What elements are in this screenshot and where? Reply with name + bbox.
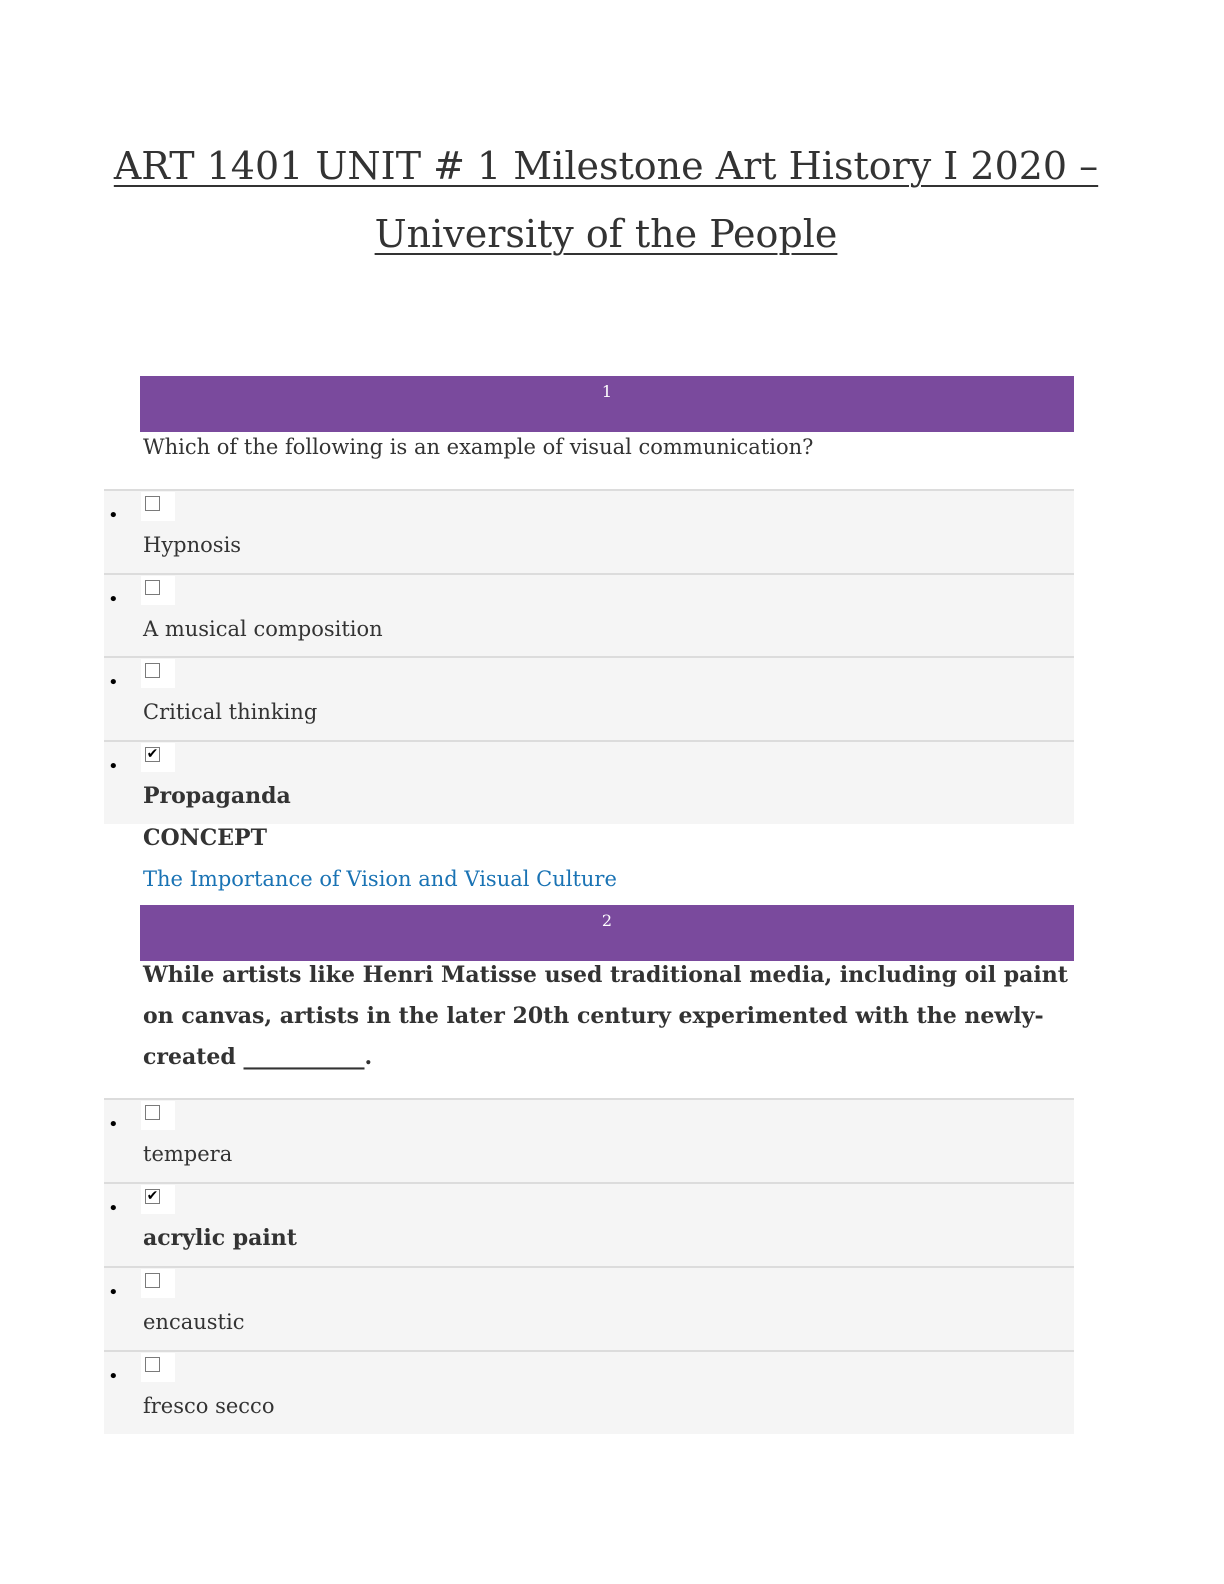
checkbox[interactable]: [145, 1273, 160, 1288]
answer-option[interactable]: [104, 1098, 1074, 1182]
checkbox-checked[interactable]: ✔: [146, 746, 159, 762]
checkbox-wrapper: [141, 576, 175, 605]
bullet: •: [108, 505, 119, 526]
answer-option[interactable]: [104, 1266, 1074, 1350]
bullet: •: [108, 1198, 119, 1219]
checkbox-wrapper: [141, 1353, 175, 1382]
checkbox-wrapper: [141, 1101, 175, 1130]
answer-label: Hypnosis: [143, 533, 242, 557]
answer-label-correct: Propaganda: [143, 783, 291, 809]
answer-label: A musical composition: [143, 617, 383, 641]
answer-option[interactable]: [104, 656, 1074, 740]
question-number: 2: [601, 911, 613, 930]
answer-option[interactable]: [104, 489, 1074, 573]
concept-link[interactable]: The Importance of Vision and Visual Culture: [143, 867, 617, 891]
bullet: •: [108, 1282, 119, 1303]
answer-option[interactable]: [104, 1350, 1074, 1434]
answer-option-selected[interactable]: [104, 740, 1074, 824]
checkbox[interactable]: [145, 663, 160, 678]
question-text: Which of the following is an example of visual communication?: [143, 435, 814, 459]
answer-label-correct: acrylic paint: [143, 1225, 297, 1251]
answer-option[interactable]: [104, 573, 1074, 657]
question-number-bar: [140, 376, 1074, 432]
checkbox[interactable]: [145, 496, 160, 511]
checkbox[interactable]: [145, 1105, 160, 1120]
question-text: While artists like Henri Matisse used traditional media, including oil paint on canvas, artists in the later 20th century experimented with the newly-created ___________.: [143, 962, 1068, 1070]
answer-label: encaustic: [143, 1310, 245, 1334]
question-number: 1: [601, 382, 613, 401]
bullet: •: [108, 756, 119, 777]
page-title: ART 1401 UNIT # 1 Milestone Art History I 2020 – University of the People: [113, 144, 1099, 256]
checkbox-wrapper: [141, 1185, 175, 1214]
answer-label: Critical thinking: [143, 700, 318, 724]
bullet: •: [108, 1366, 119, 1387]
checkbox-wrapper: [141, 743, 175, 772]
checkbox-wrapper: [141, 659, 175, 688]
concept-heading: CONCEPT: [143, 825, 267, 851]
answer-label: tempera: [143, 1142, 233, 1166]
checkbox[interactable]: [145, 580, 160, 595]
checkbox-wrapper: [141, 492, 175, 521]
answer-option-selected[interactable]: [104, 1182, 1074, 1266]
checkbox[interactable]: [145, 1357, 160, 1372]
checkbox-checked[interactable]: ✔: [146, 1188, 159, 1204]
question-number-bar: [140, 905, 1074, 961]
bullet: •: [108, 1114, 119, 1135]
bullet: •: [108, 672, 119, 693]
bullet: •: [108, 589, 119, 610]
checkbox-wrapper: [141, 1269, 175, 1298]
answer-label: fresco secco: [143, 1394, 275, 1418]
